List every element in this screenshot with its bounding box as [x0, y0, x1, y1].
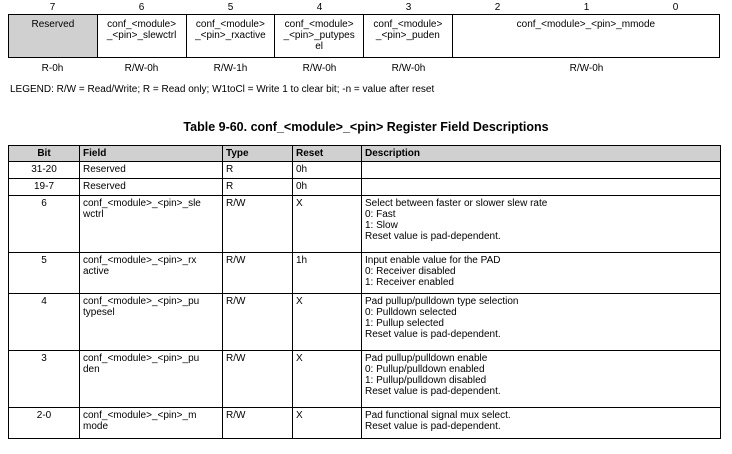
access-type-row [8, 63, 720, 75]
field-name-line: mode [83, 421, 109, 432]
cell-reset: 0h [293, 179, 362, 196]
cell-description [362, 408, 721, 439]
bit-number: 1 [583, 2, 590, 13]
cell-reset: X [293, 408, 362, 439]
cell-type: R [223, 162, 293, 179]
cell-field [80, 196, 223, 253]
field-name-line: Reserved [83, 181, 126, 192]
field-name-line: conf_<module>_<pin>_pu [83, 353, 200, 364]
description-line: Pad functional signal mux select. [365, 410, 511, 421]
table-row [9, 294, 721, 351]
table-row [9, 179, 721, 196]
bit-number: 0 [672, 2, 679, 13]
cell-field [80, 408, 223, 439]
cell-description [362, 179, 721, 196]
header-type: Type [223, 146, 293, 162]
register-field-cell: conf_<module> _<pin>_slewctrl [98, 15, 187, 57]
access-type: R/W-1h [213, 63, 248, 74]
table-row [9, 253, 721, 294]
cell-bit: 5 [9, 253, 80, 294]
cell-reset: X [293, 294, 362, 351]
header-bit: Bit [9, 146, 80, 162]
cell-description [362, 196, 721, 253]
table-row [9, 196, 721, 253]
description-line: Reset value is pad-dependent. [365, 231, 501, 242]
cell-field [80, 294, 223, 351]
field-name-line: Reserved [83, 164, 126, 175]
cell-description [362, 162, 721, 179]
cell-bit: 4 [9, 294, 80, 351]
bit-number: 4 [316, 2, 323, 13]
legend-text: LEGEND: R/W = Read/Write; R = Read only; W1toCl = Write 1 to clear bit; -n = value after reset [10, 84, 435, 95]
description-line: Input enable value for the PAD [365, 255, 501, 266]
cell-type: R/W [223, 196, 293, 253]
cell-description [362, 294, 721, 351]
description-line: Select between faster or slower slew rate [365, 198, 548, 209]
field-name-line: active [83, 266, 110, 277]
bit-number: 6 [138, 2, 145, 13]
description-line: 1: Slow [365, 220, 398, 231]
cell-bit: 19-7 [9, 179, 80, 196]
table-header-row [9, 146, 721, 162]
header-description: Description [362, 146, 721, 162]
bit-number: 5 [227, 2, 234, 13]
access-type: R/W-0h [124, 63, 159, 74]
table-caption: Table 9-60. conf_<module>_<pin> Register Field Descriptions [183, 120, 549, 134]
field-name-line: conf_<module>_<pin>_pu [83, 296, 200, 307]
cell-bit: 31-20 [9, 162, 80, 179]
field-description-table [8, 145, 721, 439]
bit-number: 3 [405, 2, 412, 13]
bit-number-row [8, 2, 720, 14]
cell-reset: 1h [293, 253, 362, 294]
description-line: 1: Receiver enabled [365, 277, 454, 288]
cell-description [362, 351, 721, 408]
register-bit-map [8, 14, 720, 58]
cell-field [80, 351, 223, 408]
cell-reset: X [293, 196, 362, 253]
field-name-line: conf_<module>_<pin>_sle [83, 198, 201, 209]
description-line: Reset value is pad-dependent. [365, 421, 501, 432]
description-line: 0: Fast [365, 209, 396, 220]
header-reset: Reset [293, 146, 362, 162]
description-line: 1: Pullup selected [365, 318, 444, 329]
cell-type: R/W [223, 253, 293, 294]
table-row [9, 162, 721, 179]
cell-field [80, 162, 223, 179]
access-type: R/W-0h [569, 63, 604, 74]
field-name-line: conf_<module>_<pin>_m [83, 410, 197, 421]
cell-reset: X [293, 351, 362, 408]
cell-type: R/W [223, 408, 293, 439]
field-name-line: den [83, 364, 100, 375]
field-name-line: typesel [83, 307, 115, 318]
cell-reset: 0h [293, 162, 362, 179]
bit-number: 2 [494, 2, 501, 13]
cell-type: R/W [223, 294, 293, 351]
table-row [9, 408, 721, 439]
bit-number: 7 [49, 2, 56, 13]
cell-type: R/W [223, 351, 293, 408]
cell-type: R [223, 179, 293, 196]
description-line: 0: Receiver disabled [365, 266, 456, 277]
description-line: Pad pullup/pulldown enable [365, 353, 488, 364]
cell-field [80, 179, 223, 196]
cell-bit: 3 [9, 351, 80, 408]
description-line: 1: Pullup/pulldown disabled [365, 375, 487, 386]
cell-bit: 2-0 [9, 408, 80, 439]
description-line: Reset value is pad-dependent. [365, 329, 501, 340]
register-field-cell: conf_<module>_<pin>_mmode [516, 19, 656, 30]
field-name-line: wctrl [83, 209, 104, 220]
cell-field [80, 253, 223, 294]
description-line: Reset value is pad-dependent. [365, 386, 501, 397]
cell-bit: 6 [9, 196, 80, 253]
access-type: R/W-0h [391, 63, 426, 74]
cell-description [362, 253, 721, 294]
header-field: Field [80, 146, 223, 162]
register-field-cell: conf_<module> _<pin>_puden [364, 15, 453, 57]
register-field-cell: conf_<module> _<pin>_putypes el [275, 15, 364, 57]
access-type: R-0h [41, 63, 64, 74]
access-type: R/W-0h [302, 63, 337, 74]
description-line: Pad pullup/pulldown type selection [365, 296, 519, 307]
register-field-cell: Reserved [9, 15, 98, 57]
description-line: 0: Pulldown selected [365, 307, 457, 318]
description-line: 0: Pullup/pulldown enabled [365, 364, 485, 375]
table-row [9, 351, 721, 408]
register-field-cell: conf_<module> _<pin>_rxactive [187, 15, 276, 57]
field-name-line: conf_<module>_<pin>_rx [83, 255, 197, 266]
